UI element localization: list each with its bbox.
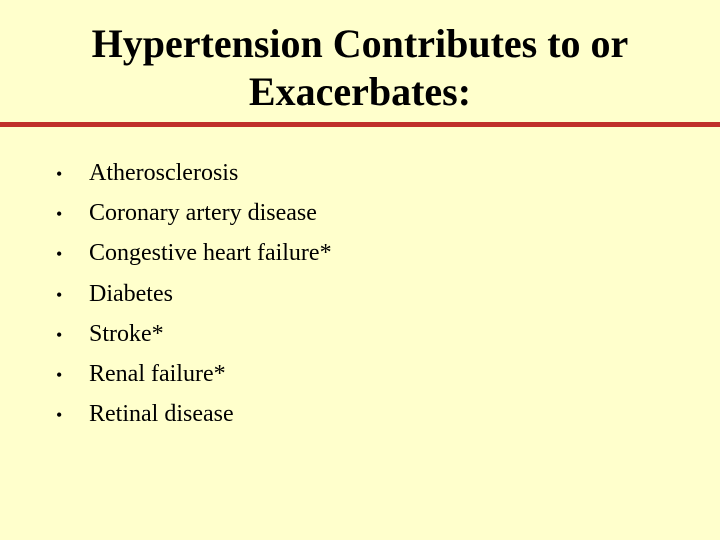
bullet-item bbox=[56, 281, 332, 321]
slide-title-line-1: Hypertension Contributes to or bbox=[91, 21, 629, 66]
bullet-icon: • bbox=[56, 324, 63, 345]
bullet-icon: • bbox=[56, 164, 63, 184]
bullet-text: Coronary artery disease bbox=[89, 200, 317, 227]
bullet-list bbox=[56, 160, 332, 441]
title-divider bbox=[0, 122, 720, 127]
bullet-icon: • bbox=[56, 284, 63, 305]
bullet-text: Congestive heart failure* bbox=[89, 240, 332, 267]
bullet-text: Retinal disease bbox=[89, 401, 234, 428]
bullet-icon: • bbox=[56, 244, 63, 265]
slide-title bbox=[0, 20, 720, 116]
slide-title-line-2: Exacerbates: bbox=[248, 69, 472, 114]
bullet-text: Atherosclerosis bbox=[89, 160, 239, 186]
bullet-item bbox=[56, 401, 332, 441]
bullet-icon: • bbox=[56, 364, 63, 385]
bullet-text: Stroke* bbox=[89, 320, 164, 347]
bullet-item bbox=[56, 361, 332, 401]
bullet-item bbox=[56, 160, 332, 200]
bullet-item bbox=[56, 200, 332, 240]
bullet-item bbox=[56, 321, 332, 361]
bullet-text: Renal failure* bbox=[89, 360, 226, 387]
bullet-icon: • bbox=[56, 204, 63, 225]
bullet-item bbox=[56, 240, 332, 280]
bullet-text: Diabetes bbox=[89, 280, 173, 307]
bullet-icon: • bbox=[56, 405, 63, 426]
